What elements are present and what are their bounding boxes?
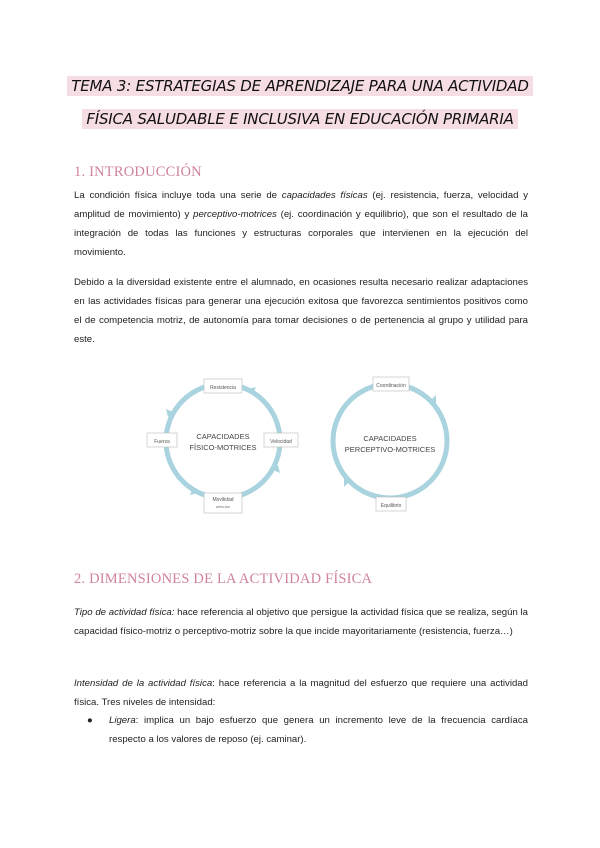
p1-text-b: capacidades físicas: [281, 190, 368, 201]
paragraph-intensidad: [74, 674, 528, 712]
document-title-line-1: [0, 77, 600, 95]
node-movilidad: [204, 493, 242, 513]
title-text-2: FÍSICA SALUDABLE E INCLUSIVA EN EDUCACIÓN PRIMARIA: [82, 109, 517, 129]
center-label-1b: FÍSICO-MOTRICES: [189, 443, 257, 452]
ligera-label: Ligera: [109, 715, 136, 726]
perceptivo-motrices-cycle: [333, 377, 447, 511]
node-fuerza-label: Fuerza: [154, 439, 170, 445]
p1-text-e: (ej. coordinación y equilibrio), que son el resultado de la integración de todas las funciones y estructuras corporales que intervienen en la ejecución del movimiento.: [74, 209, 529, 258]
title-text-1: TEMA 3: ESTRATEGIAS DE APRENDIZAJE PARA UNA ACTIVIDAD: [67, 76, 532, 96]
node-velocidad-label: Velocidad: [270, 439, 292, 445]
cycle-ring-1: [166, 384, 280, 498]
node-movilidad-label-1: Movilidad: [212, 497, 234, 503]
p1-text-c: (ej. resistencia, fuerza, velocidad y amplitud de movimiento) y: [74, 190, 528, 220]
center-label-2b: PERCEPTIVO-MOTRICES: [344, 445, 436, 454]
tipo-label: Tipo de actividad física:: [74, 607, 175, 618]
p1-text-d: perceptivo-motrices: [193, 209, 277, 220]
bullet-dot-icon: ●: [87, 715, 93, 726]
node-resistencia-label: Resistencia: [210, 385, 236, 391]
section-heading-dimensiones: 2. DIMENSIONES DE LA ACTIVIDAD FÍSICA: [74, 571, 373, 587]
node-coordinacion-label: Coordinación: [376, 383, 406, 389]
intensidad-label: Intensidad de la actividad física: [74, 678, 213, 689]
center-label-1a: CAPACIDADES: [196, 432, 250, 441]
ligera-content: [92, 711, 528, 749]
section-heading-introduccion: 1. INTRODUCCIÓN: [74, 164, 202, 180]
tipo-text: hace referencia al objetivo que persigue la actividad física que se realiza, según la capacidad físico-motriz o perceptivo-motriz sobre la que incide mayoritariamente (resistencia, fuerza…): [74, 607, 528, 637]
ligera-text: : implica un bajo esfuerzo que genera un incremento leve de la frecuencia cardíaca respecto a los valores de reposo (ej. caminar).: [109, 715, 528, 745]
list-item-ligera: [87, 711, 528, 749]
paragraph-tipo-actividad: [74, 603, 528, 641]
p1-text-a: La condición física incluye toda una serie de: [74, 190, 282, 201]
intensidad-text: : hace referencia a la magnitud del esfuerzo que requiere una actividad física. Tres niveles de intensidad:: [74, 678, 528, 708]
paragraph-diversidad: Debido a la diversidad existente entre el alumnado, en ocasiones resulta necesario realizar adaptaciones en las actividades físicas para generar una ejecución exitosa que favorezca sentimientos positivos como el de competencia motriz, de autonomía para tomar decisiones o de pertenencia al grupo y utilidad para este.: [74, 277, 528, 345]
capacidades-diagram: [140, 365, 460, 525]
node-equilibrio-label: Equilibrio: [380, 503, 402, 509]
fisico-motrices-cycle: [147, 379, 298, 513]
center-label-2a: CAPACIDADES: [363, 434, 417, 443]
node-movilidad-label-2: articular: [215, 504, 231, 509]
paragraph-condicion-fisica: [74, 186, 528, 262]
document-title-line-2: [0, 110, 600, 128]
